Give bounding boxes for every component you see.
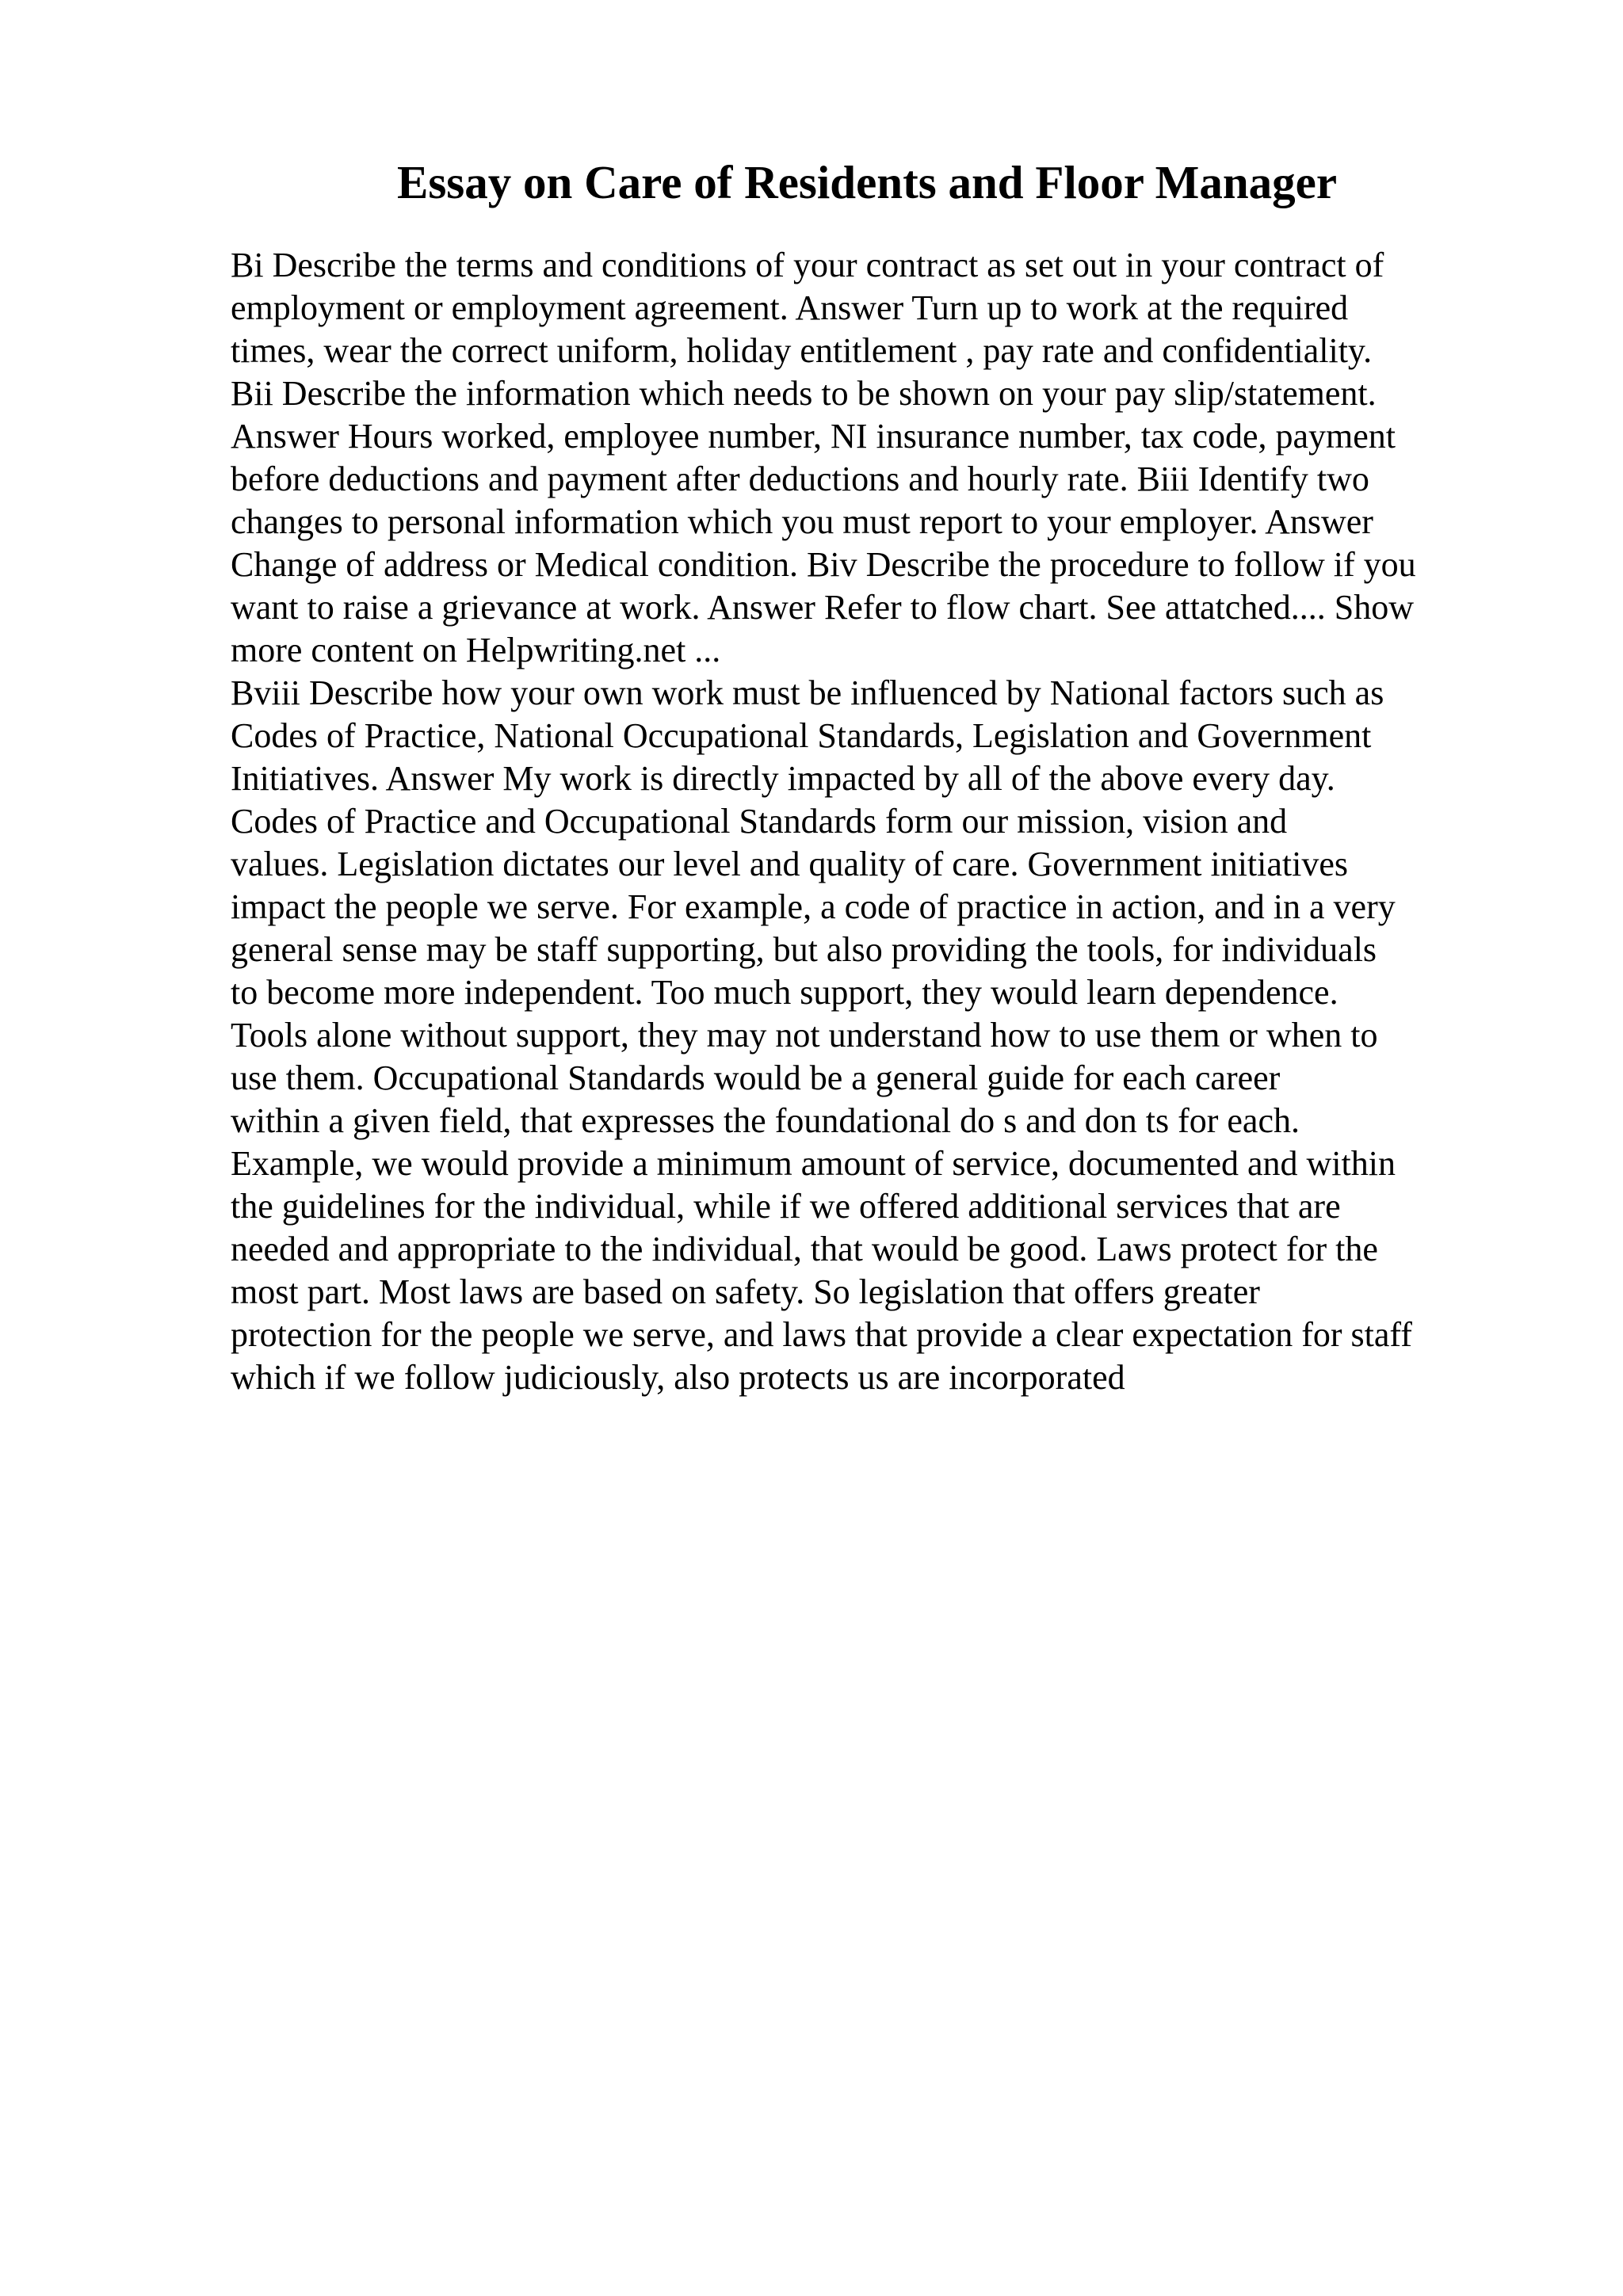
body-text-line: Initiatives. Answer My work is directly impacted by all of the above every day.	[231, 759, 1335, 798]
body-text-line: times, wear the correct uniform, holiday entitlement , pay rate and confidentiality.	[231, 331, 1373, 370]
body-text-line: use them. Occupational Standards would be a general guide for each career	[231, 1058, 1281, 1097]
body-text-line: within a given field, that expresses the foundational do s and don ts for each.	[231, 1101, 1300, 1140]
body-text-line: more content on Helpwriting.net ...	[231, 631, 721, 669]
body-text-line: Bi Describe the terms and conditions of your contract as set out in your contract of	[231, 246, 1384, 284]
body-text-line: impact the people we serve. For example, a code of practice in action, and in a very	[231, 887, 1396, 926]
body-text-line: needed and appropriate to the individual, that would be good. Laws protect for the	[231, 1230, 1378, 1268]
body-text-line: most part. Most laws are based on safety. So legislation that offers greater	[231, 1272, 1260, 1311]
document-body	[231, 244, 1499, 1399]
body-text-line: the guidelines for the individual, while if we offered additional services that are	[231, 1187, 1341, 1226]
body-text-line: to become more independent. Too much support, they would learn dependence.	[231, 973, 1338, 1012]
body-text-line: Codes of Practice and Occupational Standards form our mission, vision and	[231, 802, 1288, 841]
body-text-line: changes to personal information which you must report to your employer. Answer	[231, 502, 1373, 541]
body-text-line: Bviii Describe how your own work must be influenced by National factors such as	[231, 673, 1384, 712]
body-text-line: Example, we would provide a minimum amount of service, documented and within	[231, 1144, 1396, 1183]
body-text-line: values. Legislation dictates our level and quality of care. Government initiatives	[231, 845, 1348, 883]
document-title: Essay on Care of Residents and Floor Manager	[396, 156, 1338, 208]
body-text-line: Bii Describe the information which needs to be shown on your pay slip/statement.	[231, 374, 1377, 413]
body-text-line: general sense may be staff supporting, but also providing the tools, for individuals	[231, 930, 1377, 969]
body-text-line: want to raise a grievance at work. Answer Refer to flow chart. See attatched.... Show	[231, 588, 1415, 627]
body-text-line: Answer Hours worked, employee number, NI insurance number, tax code, payment	[231, 417, 1396, 456]
body-text-line: Tools alone without support, they may not understand how to use them or when to	[231, 1016, 1378, 1055]
body-text-line: protection for the people we serve, and laws that provide a clear expectation for staff	[231, 1315, 1412, 1354]
body-text-line: Change of address or Medical condition. Biv Describe the procedure to follow if you	[231, 545, 1416, 584]
body-text-line: employment or employment agreement. Answer Turn up to work at the required	[231, 288, 1349, 327]
body-text-line: which if we follow judiciously, also protects us are incorporated	[231, 1358, 1125, 1397]
body-text-line: before deductions and payment after deductions and hourly rate. Biii Identify two	[231, 460, 1369, 498]
body-text-line: Codes of Practice, National Occupational Standards, Legislation and Government	[231, 716, 1372, 755]
